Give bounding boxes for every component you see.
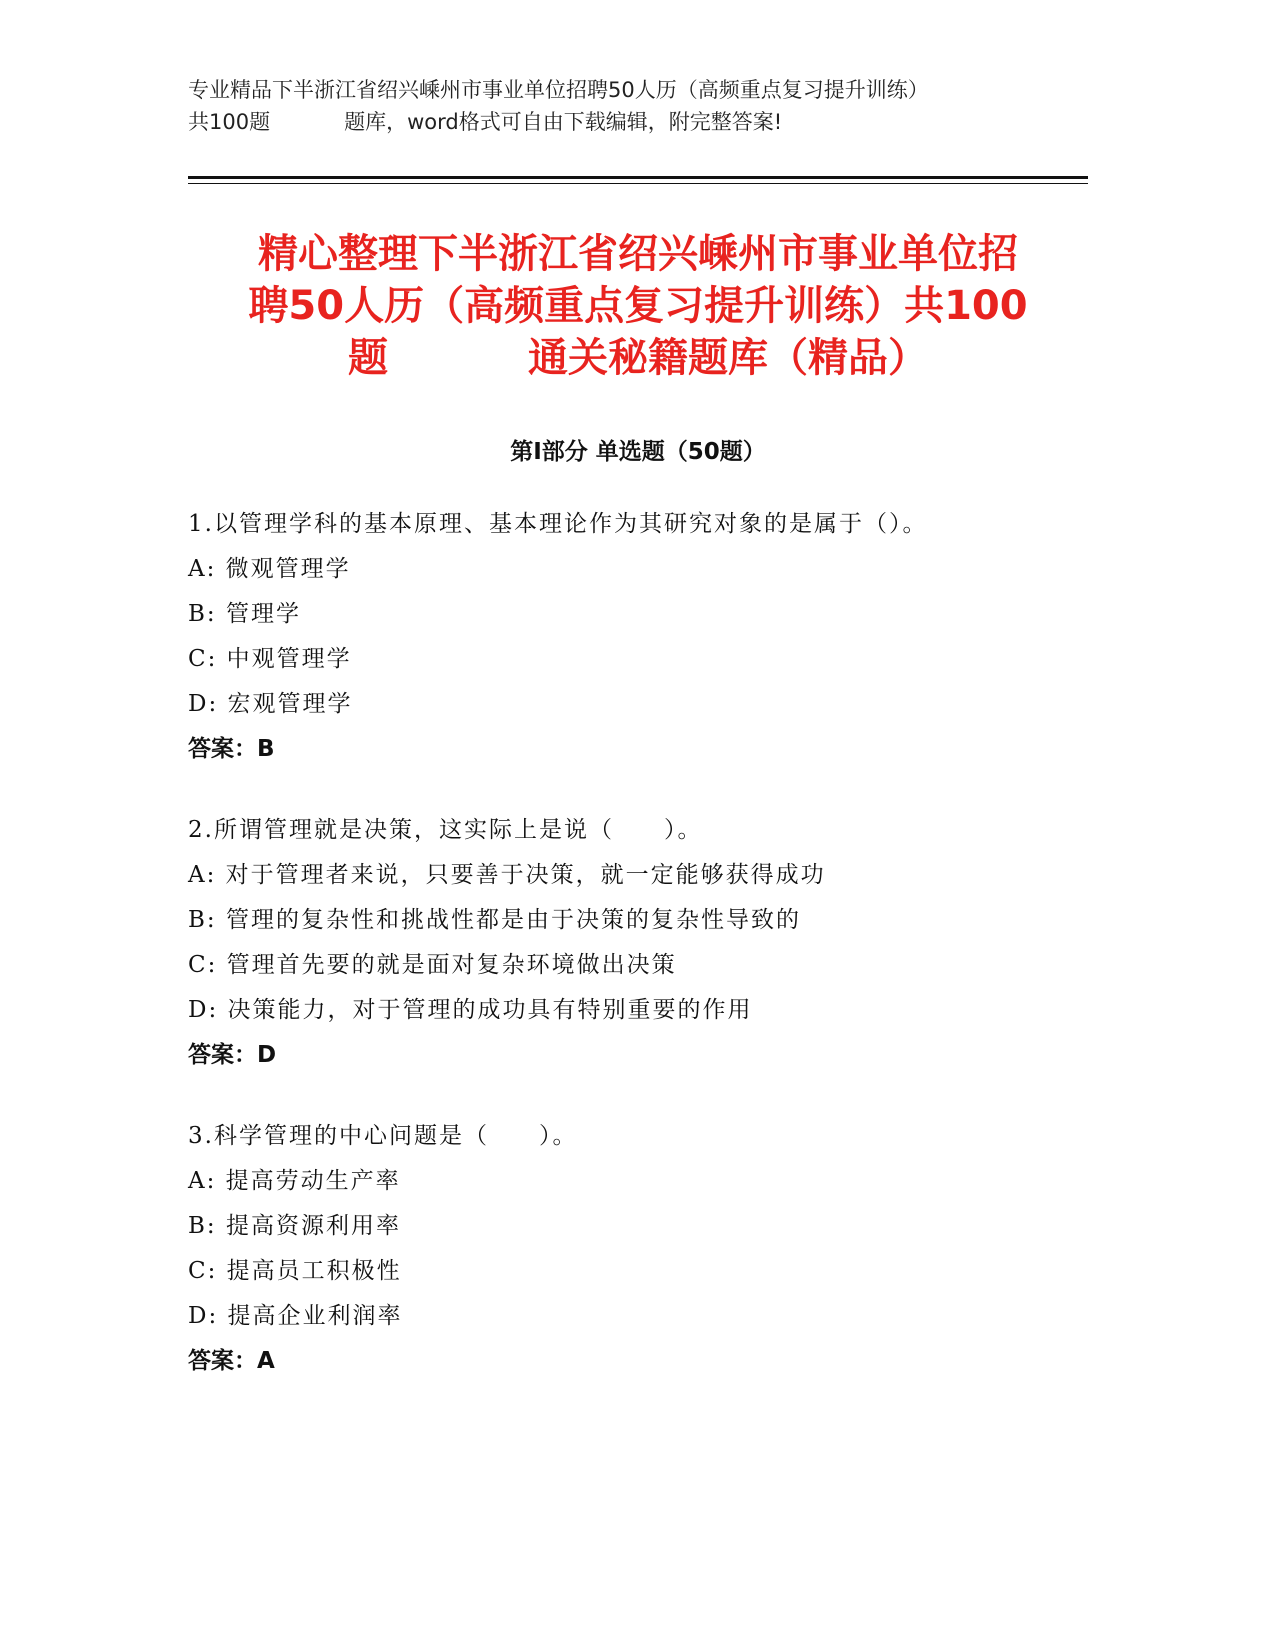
question-3 — [188, 1114, 1088, 1384]
header-line-1: 专业精品下半浙江省绍兴嵊州市事业单位招聘50人历（高频重点复习提升训练） — [188, 78, 929, 102]
question-stem-end: ）。 — [663, 817, 703, 843]
option-c: C: 中观管理学 — [188, 646, 352, 672]
question-stem — [188, 808, 1088, 853]
title-line-3-left: 题 — [348, 335, 388, 381]
question-2 — [188, 808, 1088, 1078]
document-title — [188, 228, 1088, 384]
option-c: C: 管理首先要的就是面对复杂环境做出决策 — [188, 952, 677, 978]
question-stem-end: ）。 — [538, 1123, 578, 1149]
option-d: D: 宏观管理学 — [188, 691, 353, 717]
question-stem-start: 3.科学管理的中心问题是（ — [188, 1123, 489, 1149]
header-line-2-right: 题库，word格式可自由下载编辑，附完整答案! — [344, 110, 783, 134]
title-line-1: 精心整理下半浙江省绍兴嵊州市事业单位招 — [258, 231, 1018, 277]
answer-label: 答案：D — [188, 1042, 277, 1068]
header-line-2 — [188, 106, 1088, 138]
section-title: 第I部分 单选题（50题） — [510, 439, 766, 465]
header-divider-thick — [188, 176, 1088, 179]
header-line-2-left: 共100题 — [188, 110, 271, 134]
answer-label: 答案：B — [188, 736, 275, 762]
question-stem-start: 2.所谓管理就是决策，这实际上是说（ — [188, 817, 614, 843]
header-divider-thin — [188, 183, 1088, 184]
question-stem — [188, 1114, 1088, 1159]
option-d: D: 提高企业利润率 — [188, 1303, 403, 1329]
option-a: A: 对于管理者来说，只要善于决策，就一定能够获得成功 — [188, 862, 826, 888]
option-a: A: 微观管理学 — [188, 556, 351, 582]
question-1 — [188, 502, 1088, 772]
option-a: A: 提高劳动生产率 — [188, 1168, 401, 1194]
title-line-2: 聘50人历（高频重点复习提升训练）共100 — [248, 283, 1028, 329]
title-line-3-right: 通关秘籍题库（精品） — [528, 335, 928, 381]
option-b: B: 管理学 — [188, 601, 301, 627]
question-stem: 1.以管理学科的基本原理、基本理论作为其研究对象的是属于（）。 — [188, 511, 928, 537]
option-d: D: 决策能力，对于管理的成功具有特别重要的作用 — [188, 997, 753, 1023]
answer-label: 答案：A — [188, 1348, 275, 1374]
option-c: C: 提高员工积极性 — [188, 1258, 402, 1284]
option-b: B: 提高资源利用率 — [188, 1213, 401, 1239]
page-header — [188, 74, 1088, 138]
option-b: B: 管理的复杂性和挑战性都是由于决策的复杂性导致的 — [188, 907, 801, 933]
title-line-3 — [188, 332, 1088, 384]
